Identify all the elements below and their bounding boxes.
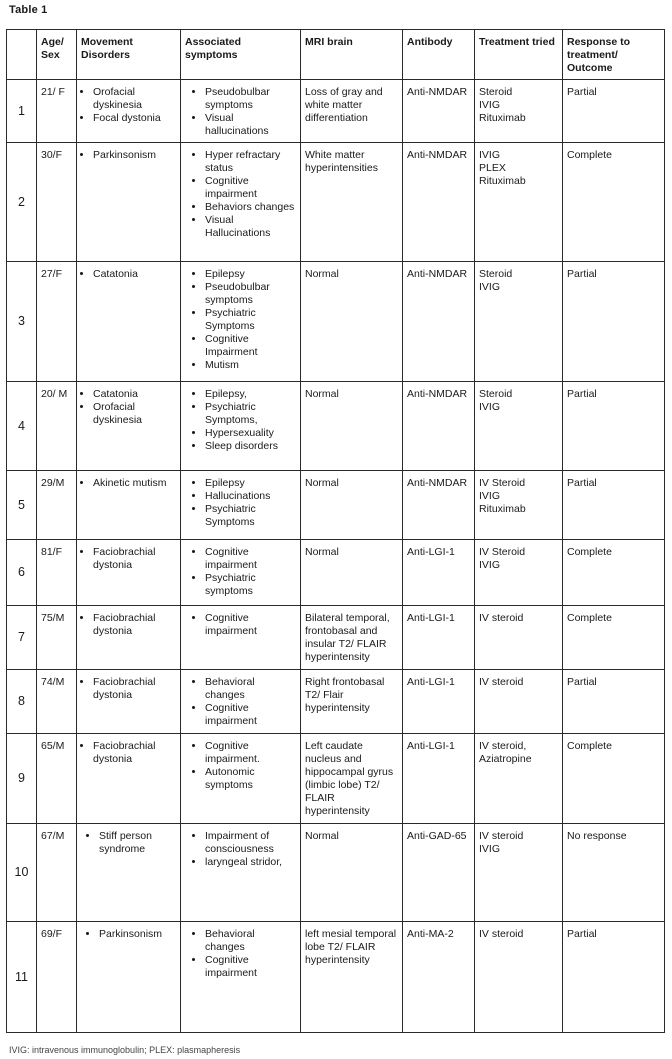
list-item: • Sleep disorders [205,440,296,453]
row-number: 11 [7,922,37,1033]
outcome-cell: Partial [563,262,665,382]
mri-cell: left mesial temporal lobe T2/ FLAIR hyperintensity [301,922,403,1033]
age-sex-cell: 74/M [37,670,77,734]
list-item: • Psychiatric Symptoms [205,503,296,529]
antibody-cell: Anti-NMDAR [403,382,475,471]
treatment-item: Aziatropine [479,753,532,765]
list-item: • Psychiatric symptoms [205,572,296,598]
associated-symptoms-cell [181,606,301,670]
associated-symptoms-cell-list [185,546,296,598]
table-row [7,262,665,382]
antibody-cell: Anti-NMDAR [403,471,475,540]
outcome-cell: Complete [563,606,665,670]
age-sex-cell: 27/F [37,262,77,382]
associated-symptoms-cell [181,80,301,143]
movement-disorders-cell-list [81,546,176,572]
list-item: • Cognitive Impairment [205,333,296,359]
list-item: • Catatonia [93,388,176,401]
treatment-cell [475,922,563,1033]
list-item: • Visual hallucinations [205,112,296,138]
antibody-cell: Anti-MA-2 [403,922,475,1033]
table-row [7,143,665,262]
age-sex-cell: 21/ F [37,80,77,143]
list-item: • Cognitive impairment [205,702,296,728]
outcome-cell: Partial [563,382,665,471]
movement-disorders-cell-list [81,477,176,490]
outcome-cell: Partial [563,922,665,1033]
movement-disorders-cell [77,143,181,262]
header-row [7,30,665,80]
movement-disorders-cell [77,262,181,382]
list-item: • Faciobrachial dystonia [93,546,176,572]
header-treatment: Treatment tried [475,30,563,80]
mri-cell: Loss of gray and white matter differentiation [301,80,403,143]
header-outcome: Response to treatment/ Outcome [563,30,665,80]
list-item: • Autonomic symptoms [205,766,296,792]
associated-symptoms-cell [181,922,301,1033]
movement-disorders-cell-list [81,740,176,766]
table-row [7,471,665,540]
associated-symptoms-cell-list [185,676,296,728]
list-item: • Catatonia [93,268,176,281]
age-sex-cell: 67/M [37,824,77,922]
treatment-item: IV steroid [479,830,524,842]
table-row [7,80,665,143]
treatment-cell [475,471,563,540]
treatment-item: IV steroid [479,612,524,624]
list-item: • Cognitive impairment [205,175,296,201]
movement-disorders-cell [77,922,181,1033]
treatment-item: IV steroid [479,676,524,688]
list-item: • Hyper refractary status [205,149,296,175]
associated-symptoms-cell-list [185,612,296,638]
header-mri: MRI brain [301,30,403,80]
list-item: • Orofacial dyskinesia [93,401,176,427]
outcome-cell: Complete [563,540,665,606]
patient-table [6,29,665,1033]
table-row [7,606,665,670]
mri-cell: Normal [301,382,403,471]
treatment-item: PLEX [479,162,506,174]
associated-symptoms-cell-list [185,149,296,240]
header-antibody: Antibody [403,30,475,80]
list-item: • Stiff person syndrome [99,830,176,856]
outcome-cell: Complete [563,734,665,824]
list-item: • Epilepsy, [205,388,296,401]
table-caption: Table 1 [9,4,48,16]
treatment-item: IV Steroid [479,546,526,558]
list-item: • Hypersexuality [205,427,296,440]
age-sex-cell: 69/F [37,922,77,1033]
list-item: • Visual Hallucinations [205,214,296,240]
mri-cell: Normal [301,540,403,606]
list-item: • laryngeal stridor, [205,856,296,869]
row-number: 2 [7,143,37,262]
associated-symptoms-cell [181,471,301,540]
associated-symptoms-cell-list [185,928,296,980]
movement-disorders-cell-list [81,830,176,856]
mri-cell: Normal [301,262,403,382]
age-sex-cell: 75/M [37,606,77,670]
mri-cell: Normal [301,824,403,922]
treatment-item: IV steroid, [479,740,527,752]
list-item: • Pseudobulbar symptoms [205,281,296,307]
list-item: • Faciobrachial dystonia [93,612,176,638]
treatment-cell [475,382,563,471]
row-number: 10 [7,824,37,922]
treatment-item: IV steroid [479,928,524,940]
treatment-item: IV Steroid [479,477,526,489]
treatment-cell [475,824,563,922]
list-item: • Cognitive impairment [205,612,296,638]
list-item: • Pseudobulbar symptoms [205,86,296,112]
age-sex-cell: 65/M [37,734,77,824]
list-item: • Focal dystonia [93,112,176,125]
associated-symptoms-cell-list [185,86,296,138]
row-number: 1 [7,80,37,143]
list-item: • Psychiatric Symptoms [205,307,296,333]
antibody-cell: Anti-LGI-1 [403,606,475,670]
list-item: • Hallucinations [205,490,296,503]
treatment-item: Steroid [479,86,513,98]
movement-disorders-cell-list [81,676,176,702]
movement-disorders-cell [77,471,181,540]
age-sex-cell: 29/M [37,471,77,540]
associated-symptoms-cell-list [185,477,296,529]
mri-cell: Normal [301,471,403,540]
treatment-item: IVIG [479,843,501,855]
list-item: • Orofacial dyskinesia [93,86,176,112]
list-item: • Epilepsy [205,477,296,490]
header-symptoms: Associated symptoms [181,30,301,80]
age-sex-cell: 81/F [37,540,77,606]
list-item: • Impairment of consciousness [205,830,296,856]
list-item: • Psychiatric Symptoms, [205,401,296,427]
movement-disorders-cell [77,606,181,670]
table-row [7,540,665,606]
list-item: • Faciobrachial dystonia [93,676,176,702]
outcome-cell: Partial [563,670,665,734]
treatment-cell [475,734,563,824]
outcome-cell: Complete [563,143,665,262]
list-item: • Faciobrachial dystonia [93,740,176,766]
treatment-cell [475,80,563,143]
treatment-cell [475,670,563,734]
row-number: 3 [7,262,37,382]
associated-symptoms-cell [181,143,301,262]
treatment-item: Steroid [479,268,513,280]
list-item: • Behavioral changes [205,676,296,702]
header-no [7,30,37,80]
treatment-item: Rituximab [479,112,526,124]
row-number: 9 [7,734,37,824]
list-item: • Behavioral changes [205,928,296,954]
associated-symptoms-cell [181,262,301,382]
age-sex-cell: 30/F [37,143,77,262]
table-row [7,670,665,734]
header-age-sex: Age/ Sex [37,30,77,80]
list-item: • Cognitive impairment [205,546,296,572]
treatment-item: Steroid [479,388,513,400]
treatment-item: IVIG [479,99,501,111]
associated-symptoms-cell [181,382,301,471]
antibody-cell: Anti-LGI-1 [403,670,475,734]
antibody-cell: Anti-GAD-65 [403,824,475,922]
age-sex-cell: 20/ M [37,382,77,471]
movement-disorders-cell [77,540,181,606]
list-item: • Epilepsy [205,268,296,281]
row-number: 6 [7,540,37,606]
treatment-cell [475,540,563,606]
associated-symptoms-cell [181,670,301,734]
movement-disorders-cell [77,382,181,471]
movement-disorders-cell [77,80,181,143]
treatment-cell [475,262,563,382]
treatment-item: Rituximab [479,175,526,187]
movement-disorders-cell [77,734,181,824]
treatment-item: Rituximab [479,503,526,515]
mri-cell: Bilateral temporal, frontobasal and insular T2/ FLAIR hyperintensity [301,606,403,670]
row-number: 5 [7,471,37,540]
associated-symptoms-cell-list [185,268,296,372]
associated-symptoms-cell-list [185,830,296,869]
list-item: • Cognitive impairment. [205,740,296,766]
movement-disorders-cell-list [81,388,176,427]
antibody-cell: Anti-NMDAR [403,143,475,262]
movement-disorders-cell-list [81,86,176,125]
antibody-cell: Anti-LGI-1 [403,540,475,606]
row-number: 8 [7,670,37,734]
antibody-cell: Anti-NMDAR [403,80,475,143]
movement-disorders-cell [77,824,181,922]
movement-disorders-cell-list [81,928,176,941]
treatment-item: IVIG [479,281,501,293]
treatment-cell [475,143,563,262]
treatment-cell [475,606,563,670]
treatment-item: IVIG [479,559,501,571]
treatment-item: IVIG [479,490,501,502]
mri-cell: White matter hyperintensities [301,143,403,262]
list-item: • Mutism [205,359,296,372]
table-footnote: IVIG: intravenous immunoglobulin; PLEX: plasmapheresis [9,1045,241,1055]
row-number: 7 [7,606,37,670]
antibody-cell: Anti-LGI-1 [403,734,475,824]
associated-symptoms-cell [181,824,301,922]
mri-cell: Left caudate nucleus and hippocampal gyrus (limbic lobe) T2/ FLAIR hyperintensity [301,734,403,824]
treatment-item: IVIG [479,149,501,161]
associated-symptoms-cell-list [185,740,296,792]
list-item: • Parkinsonism [93,149,176,162]
outcome-cell: Partial [563,471,665,540]
list-item: • Akinetic mutism [93,477,176,490]
table-row [7,922,665,1033]
list-item: • Parkinsonism [99,928,176,941]
associated-symptoms-cell [181,734,301,824]
mri-cell: Right frontobasal T2/ Flair hyperintensity [301,670,403,734]
row-number: 4 [7,382,37,471]
associated-symptoms-cell-list [185,388,296,453]
table-row [7,824,665,922]
outcome-cell: Partial [563,80,665,143]
table-row [7,734,665,824]
movement-disorders-cell [77,670,181,734]
movement-disorders-cell-list [81,149,176,162]
movement-disorders-cell-list [81,612,176,638]
antibody-cell: Anti-NMDAR [403,262,475,382]
treatment-item: IVIG [479,401,501,413]
outcome-cell: No response [563,824,665,922]
list-item: • Cognitive impairment [205,954,296,980]
list-item: • Behaviors changes [205,201,296,214]
movement-disorders-cell-list [81,268,176,281]
header-movement: Movement Disorders [77,30,181,80]
table-row [7,382,665,471]
associated-symptoms-cell [181,540,301,606]
